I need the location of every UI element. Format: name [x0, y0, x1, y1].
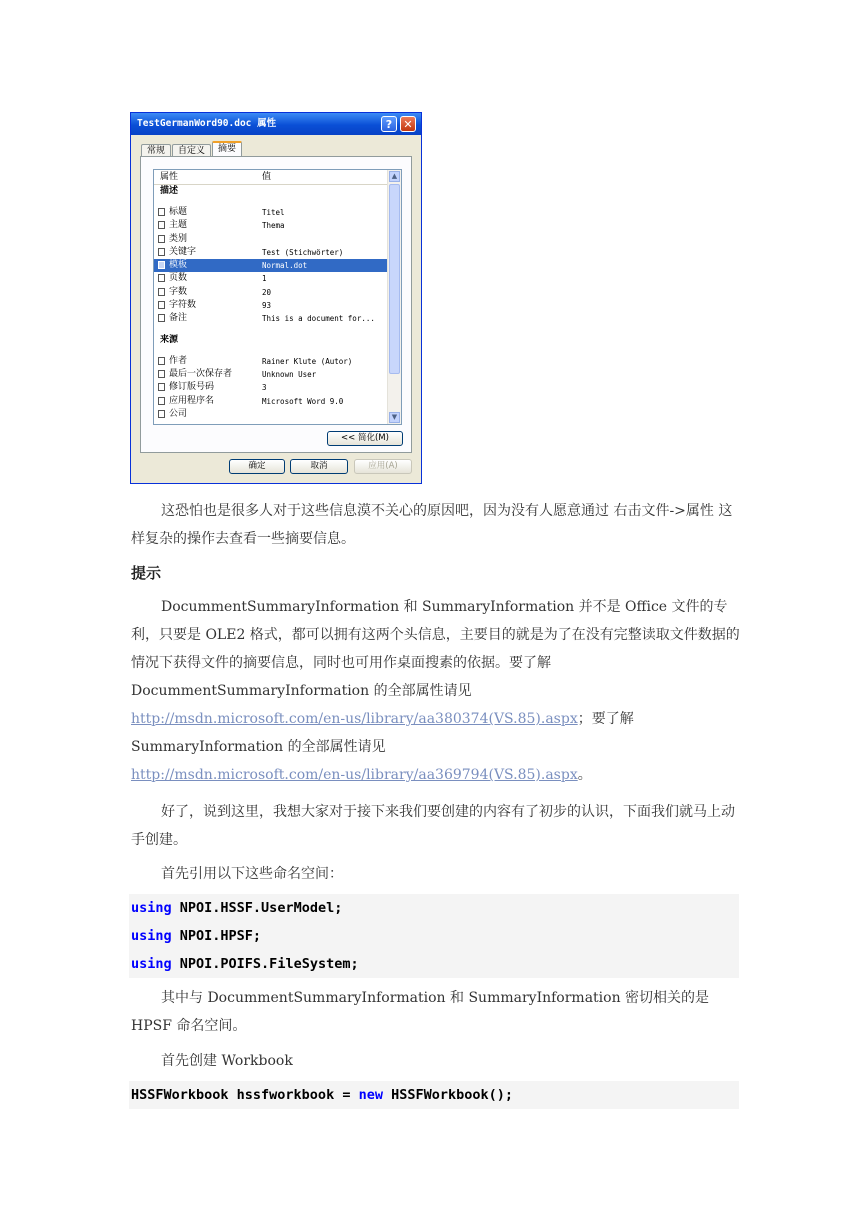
apply-button[interactable]: 应用(A) [354, 459, 412, 474]
property-value: Microsoft Word 9.0 [262, 396, 344, 406]
property-icon [158, 357, 165, 365]
property-row[interactable] [154, 368, 401, 381]
code-line [129, 950, 739, 978]
property-value: Unknown User [262, 369, 317, 379]
code-keyword: new [358, 1087, 383, 1103]
code-keyword: using [131, 956, 172, 972]
property-list-header [154, 170, 401, 185]
code-text: NPOI.HPSF; [179, 928, 262, 944]
property-icon [158, 261, 165, 269]
paragraph-context: 这恐怕也是很多人对于这些信息漠不关心的原因吧，因为没有人愿意通过 右击文件->属性 这样复杂的操作去查看一些摘要信息。 [131, 503, 733, 547]
property-icon [158, 235, 165, 243]
property-icon [158, 274, 165, 282]
property-value: 93 [262, 301, 272, 311]
code-keyword: using [131, 900, 172, 916]
property-row[interactable] [154, 395, 401, 408]
property-icon [158, 208, 165, 216]
paragraph-tip [131, 593, 741, 789]
property-row[interactable] [154, 286, 401, 299]
scroll-up-icon[interactable]: ▲ [389, 171, 400, 182]
property-value: This is a document for... [262, 314, 375, 324]
column-value[interactable]: 值 [262, 172, 272, 182]
property-icon [158, 410, 165, 418]
property-row[interactable] [154, 381, 401, 394]
tip-heading: 提示 [131, 564, 162, 582]
tab-summary[interactable]: 摘要 [212, 141, 242, 159]
describe-rows [154, 206, 401, 326]
tip-text-end: 。 [577, 767, 592, 783]
property-row[interactable] [154, 299, 401, 312]
property-row[interactable] [154, 259, 401, 272]
scroll-down-icon[interactable]: ▼ [389, 412, 400, 423]
property-icon [158, 301, 165, 309]
origin-rows [154, 355, 401, 421]
dialog-title: TestGermanWord90.doc 属性 [137, 118, 277, 129]
tab-custom[interactable]: 自定义 [172, 144, 211, 158]
property-name: 最后一次保存者 [169, 368, 233, 379]
paragraph-create-workbook: 首先创建 Workbook [161, 1053, 293, 1069]
property-list [153, 169, 402, 425]
spacer [154, 326, 401, 334]
property-icon [158, 397, 165, 405]
property-name: 作者 [169, 355, 188, 366]
property-icon [158, 370, 165, 378]
property-row[interactable] [154, 206, 401, 219]
paragraph-hpsf: 其中与 DocummentSummaryInformation 和 SummaryInformation 密切相关的是 HPSF 命名空间。 [131, 990, 710, 1034]
property-row[interactable] [154, 219, 401, 232]
property-icon [158, 288, 165, 296]
code-block-usings [129, 894, 739, 978]
code-keyword: using [131, 928, 172, 944]
summary-panel [140, 156, 412, 453]
property-row[interactable] [154, 272, 401, 285]
code-line [129, 922, 739, 950]
property-value: 3 [262, 383, 267, 393]
property-value: Titel [262, 208, 285, 217]
property-name: 公司 [169, 408, 188, 419]
property-row[interactable] [154, 408, 401, 421]
code-text: HSSFWorkbook hssfworkbook = [131, 1087, 359, 1103]
code-line [129, 894, 739, 922]
properties-dialog-screenshot [130, 112, 422, 484]
property-value: Test (Stichwörter) [262, 247, 344, 257]
property-name: 备注 [169, 313, 188, 324]
tip-text: DocummentSummaryInformation 和 SummaryInformation 并不是 Office 文件的专利，只要是 OLE2 格式，都可以拥有这两个头信息，主要目的就是为了在没有完整读取文件数据的情况下获得文件的摘要信息，同时也可用作桌面搜素的依据。要了解 DocummentSummaryInformation 的全部属性请见 [131, 599, 740, 699]
property-row[interactable] [154, 246, 401, 259]
tip-text-mid: ；要了解 SummaryInformation 的全部属性请见 [131, 711, 634, 755]
simplify-button[interactable]: << 简化(M) [327, 431, 403, 446]
property-name: 关键字 [169, 246, 197, 257]
property-name: 主题 [169, 220, 188, 231]
property-name: 页数 [169, 273, 188, 284]
paragraph-namespaces: 首先引用以下这些命名空间： [161, 866, 343, 882]
code-line [129, 1081, 739, 1109]
cancel-button[interactable]: 取消 [290, 459, 348, 474]
dialog-titlebar [131, 113, 421, 135]
property-name: 模板 [169, 260, 188, 271]
group-origin: 来源 [160, 334, 179, 345]
help-icon[interactable]: ? [381, 116, 397, 132]
property-icon [158, 221, 165, 229]
property-icon [158, 248, 165, 256]
spacer [154, 347, 401, 355]
code-block-workbook [129, 1081, 739, 1109]
property-value: Rainer Klute (Autor) [262, 356, 353, 366]
property-row[interactable] [154, 233, 401, 246]
property-name: 修订版号码 [169, 382, 215, 393]
property-name: 类别 [169, 233, 188, 244]
property-value: Thema [262, 221, 285, 231]
property-name: 标题 [169, 207, 188, 217]
column-property[interactable]: 属性 [160, 172, 179, 182]
property-name: 字符数 [169, 300, 197, 311]
property-row[interactable] [154, 355, 401, 368]
msdn-link-summary[interactable]: http://msdn.microsoft.com/en-us/library/aa369794(VS.85).aspx [131, 767, 578, 783]
ok-button[interactable]: 确定 [229, 459, 285, 474]
group-describe: 描述 [160, 186, 179, 196]
property-icon [158, 383, 165, 391]
property-icon [158, 314, 165, 322]
code-text: NPOI.POIFS.FileSystem; [179, 956, 359, 972]
paragraph-next: 好了，说到这里，我想大家对于接下来我们要创建的内容有了初步的认识，下面我们就马上动手创建。 [131, 804, 735, 848]
list-scrollbar[interactable] [387, 170, 401, 424]
dialog-tabs [141, 141, 243, 157]
scroll-thumb[interactable] [389, 184, 400, 374]
close-icon[interactable]: ✕ [400, 116, 416, 132]
property-name: 字数 [169, 286, 188, 297]
property-name: 应用程序名 [169, 395, 215, 406]
property-value: 1 [262, 274, 267, 284]
property-row[interactable] [154, 312, 401, 325]
property-value: Normal.dot [262, 261, 308, 271]
code-text: NPOI.HSSF.UserModel; [179, 900, 343, 916]
msdn-link-document-summary[interactable]: http://msdn.microsoft.com/en-us/library/aa380374(VS.85).aspx [131, 711, 578, 727]
property-value: 20 [262, 287, 272, 297]
tab-general[interactable]: 常规 [141, 144, 171, 158]
code-text: HSSFWorkbook(); [382, 1087, 514, 1103]
spacer [154, 198, 401, 206]
